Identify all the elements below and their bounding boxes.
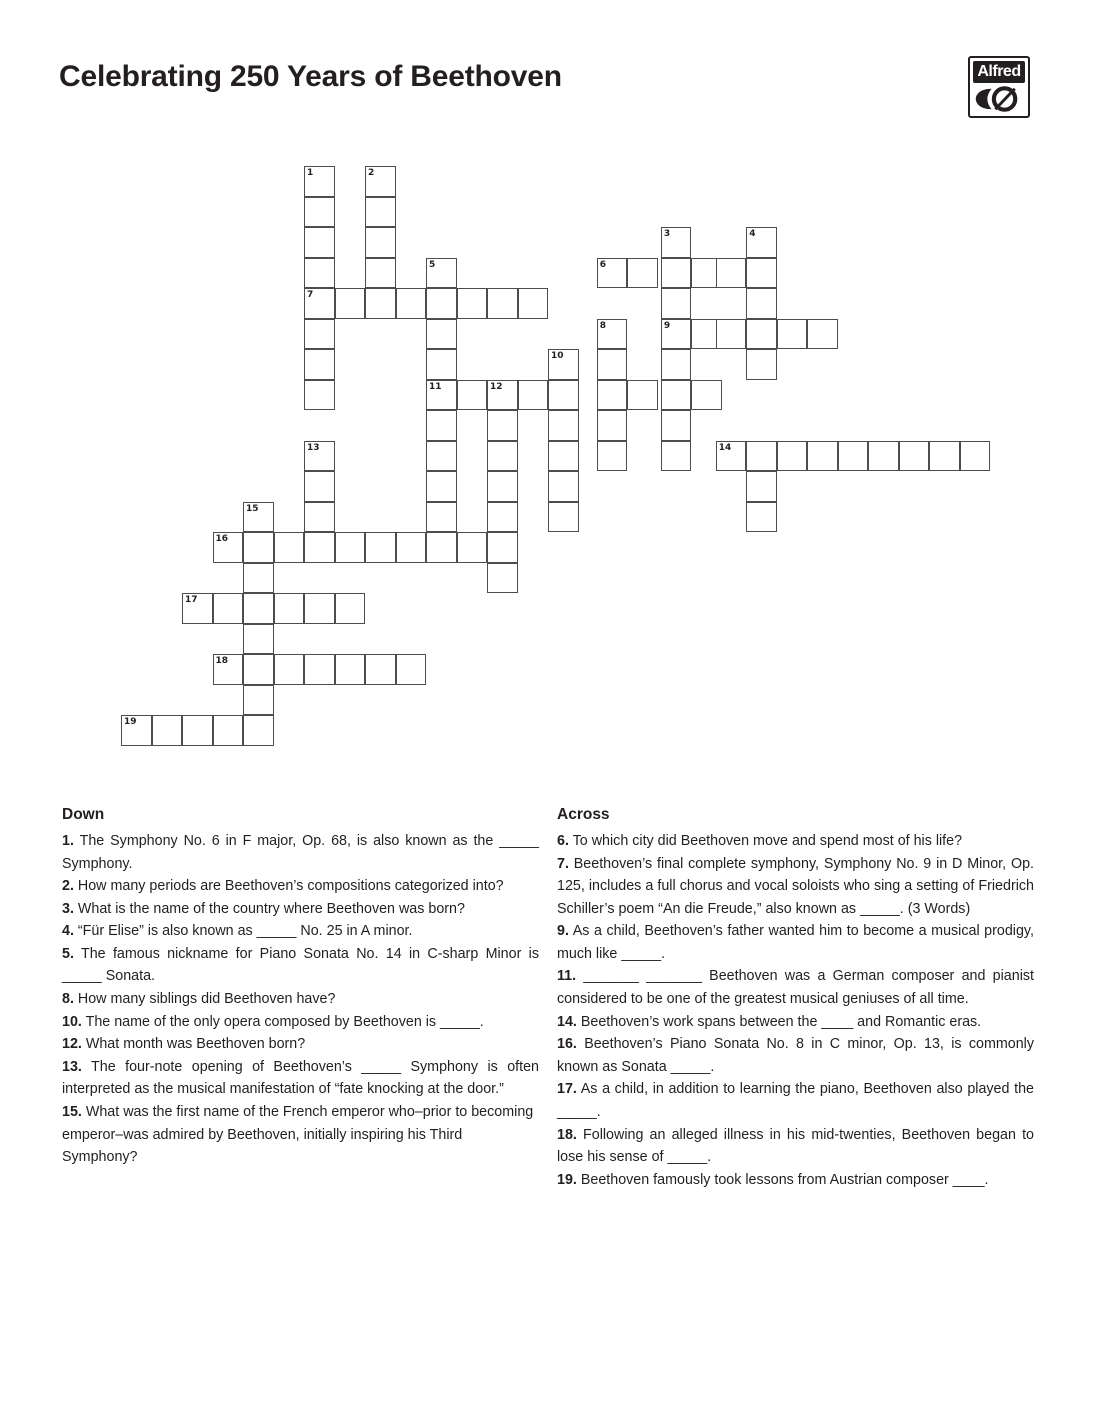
crossword-cell[interactable] bbox=[487, 502, 518, 533]
crossword-cell-numbered-19[interactable] bbox=[121, 715, 152, 746]
clue-number: 1. bbox=[62, 833, 74, 849]
crossword-cell[interactable] bbox=[396, 288, 427, 319]
clue-number: 16. bbox=[557, 1036, 577, 1053]
crossword-cell[interactable] bbox=[304, 532, 335, 563]
across-heading: Across bbox=[557, 806, 610, 823]
crossword-cell[interactable] bbox=[746, 288, 777, 319]
clue-number: 12. bbox=[62, 1036, 82, 1053]
crossword-cell[interactable] bbox=[243, 624, 274, 655]
crossword-cell[interactable] bbox=[426, 349, 457, 380]
clue-number: 3. bbox=[62, 900, 74, 917]
clue-number: 10. bbox=[62, 1013, 82, 1030]
cell-number: 5 bbox=[429, 259, 436, 270]
cell-number: 17 bbox=[185, 595, 198, 605]
clue-number: 7. bbox=[557, 855, 569, 872]
crossword-cell-numbered-10[interactable] bbox=[548, 349, 579, 380]
crossword-cell[interactable] bbox=[457, 288, 488, 319]
crossword-cell-numbered-7[interactable] bbox=[304, 288, 335, 319]
crossword-cell[interactable] bbox=[304, 593, 335, 624]
crossword-cell[interactable] bbox=[365, 654, 396, 685]
clue-across-6: 6. To which city did Beethoven move and spend most of his life? bbox=[557, 833, 963, 849]
crossword-cell[interactable] bbox=[243, 593, 274, 624]
crossword-cell[interactable] bbox=[487, 532, 518, 563]
crossword-cell[interactable] bbox=[691, 380, 722, 411]
clue-across-7: 7. Beethoven’s final complete symphony, Symphony No. 9 in D Minor, Op. 125, includes a full chorus and vocal soloists who sing a setting of Friedrich Schiller’s poem “An die Freude,” also known as _____. (3 Words) bbox=[557, 855, 1034, 917]
crossword-cell[interactable] bbox=[426, 288, 457, 319]
crossword-cell[interactable] bbox=[746, 441, 777, 472]
crossword-cell[interactable] bbox=[243, 563, 274, 594]
clue-down-4: 4. “Für Elise” is also known as _____ No. 25 in A minor. bbox=[62, 923, 413, 940]
cell-number: 10 bbox=[551, 351, 564, 361]
clue-number: 13. bbox=[62, 1058, 82, 1075]
across-clue-list bbox=[557, 830, 1034, 1191]
crossword-cell[interactable] bbox=[838, 441, 869, 472]
crossword-cell-numbered-13[interactable] bbox=[304, 441, 335, 472]
clue-number: 8. bbox=[62, 991, 74, 1008]
crossword-cell[interactable] bbox=[274, 593, 305, 624]
crossword-cell[interactable] bbox=[335, 288, 366, 319]
crossword-cell[interactable] bbox=[597, 441, 628, 472]
crossword-cell[interactable] bbox=[396, 654, 427, 685]
crossword-cell[interactable] bbox=[661, 349, 692, 380]
crossword-cell-numbered-8[interactable] bbox=[597, 319, 628, 350]
cell-number: 9 bbox=[663, 320, 671, 331]
crossword-cell[interactable] bbox=[274, 532, 305, 563]
crossword-cell[interactable] bbox=[396, 532, 427, 563]
crossword-cell[interactable] bbox=[960, 441, 991, 472]
crossword-cell[interactable] bbox=[487, 441, 518, 472]
crossword-cell[interactable] bbox=[304, 654, 335, 685]
logo-wordmark: Alfred bbox=[973, 61, 1025, 83]
crossword-cell[interactable] bbox=[304, 258, 335, 289]
crossword-cell[interactable] bbox=[746, 258, 777, 289]
cell-number: 1 bbox=[307, 168, 314, 178]
clue-down-2: 2. How many periods are Beethoven’s compositions categorized into? bbox=[62, 878, 504, 895]
crossword-cell[interactable] bbox=[304, 227, 335, 258]
crossword-cell[interactable] bbox=[182, 715, 213, 746]
crossword-cell[interactable] bbox=[335, 654, 366, 685]
crossword-cell[interactable] bbox=[304, 349, 335, 380]
crossword-cell[interactable] bbox=[304, 502, 335, 533]
crossword-cell[interactable] bbox=[548, 471, 579, 502]
crossword-cell[interactable] bbox=[597, 349, 628, 380]
crossword-cell[interactable] bbox=[807, 441, 838, 472]
clue-across-11: 11. _______ _______ Beethoven was a German composer and pianist considered to be one of the greatest musical geniuses of all time. bbox=[557, 968, 1034, 1008]
crossword-cell[interactable] bbox=[548, 380, 579, 411]
crossword-cell[interactable] bbox=[661, 441, 692, 472]
clue-number: 15. bbox=[62, 1103, 82, 1120]
crossword-cell-numbered-12[interactable] bbox=[487, 380, 518, 411]
crossword-cell[interactable] bbox=[487, 471, 518, 502]
crossword-cell[interactable] bbox=[426, 502, 457, 533]
crossword-cell[interactable] bbox=[365, 532, 396, 563]
crossword-cell[interactable] bbox=[304, 319, 335, 350]
crossword-cell[interactable] bbox=[426, 532, 457, 563]
crossword-cell-numbered-3[interactable] bbox=[661, 227, 692, 258]
crossword-cell[interactable] bbox=[746, 502, 777, 533]
crossword-cell-numbered-17[interactable] bbox=[182, 593, 213, 624]
clue-down-10: 10. The name of the only opera composed by Beethoven is _____. bbox=[62, 1013, 484, 1030]
crossword-cell[interactable] bbox=[457, 380, 488, 411]
cell-number: 14 bbox=[718, 442, 732, 453]
clue-across-17: 17. As a child, in addition to learning the piano, Beethoven also played the _____. bbox=[557, 1081, 1034, 1120]
crossword-cell[interactable] bbox=[304, 471, 335, 502]
crossword-cell[interactable] bbox=[426, 471, 457, 502]
clue-down-1: 1. The Symphony No. 6 in F major, Op. 68, is also known as the _____ Symphony. bbox=[62, 833, 539, 872]
cell-number: 16 bbox=[215, 534, 229, 544]
clue-number: 4. bbox=[62, 923, 74, 940]
crossword-cell[interactable] bbox=[899, 441, 930, 472]
crossword-cell[interactable] bbox=[426, 441, 457, 472]
cell-number: 2 bbox=[368, 168, 375, 178]
clue-across-18: 18. Following an alleged illness in his mid-twenties, Beethoven began to lose his sense of _____. bbox=[557, 1126, 1034, 1166]
cell-number: 3 bbox=[663, 229, 671, 239]
crossword-cell[interactable] bbox=[548, 410, 579, 441]
crossword-cell[interactable] bbox=[597, 410, 628, 441]
crossword-cell-numbered-5[interactable] bbox=[426, 258, 457, 289]
clue-down-5: 5. The famous nickname for Piano Sonata No. 14 in C-sharp Minor is _____ Sonata. bbox=[62, 945, 539, 985]
clue-number: 9. bbox=[557, 923, 569, 940]
crossword-cell[interactable] bbox=[807, 319, 838, 350]
clue-down-8: 8. How many siblings did Beethoven have? bbox=[62, 991, 336, 1008]
cell-number: 13 bbox=[307, 442, 320, 453]
crossword-cell[interactable] bbox=[365, 197, 396, 228]
crossword-cell[interactable] bbox=[365, 258, 396, 289]
cell-number: 8 bbox=[599, 320, 607, 331]
crossword-cell-numbered-4[interactable] bbox=[746, 227, 777, 258]
crossword-cell-numbered-16[interactable] bbox=[213, 532, 244, 563]
crossword-cell-numbered-2[interactable] bbox=[365, 166, 396, 197]
crossword-cell[interactable] bbox=[457, 532, 488, 563]
clue-number: 18. bbox=[557, 1126, 577, 1143]
crossword-cell[interactable] bbox=[661, 288, 692, 319]
crossword-cell[interactable] bbox=[518, 380, 549, 411]
crossword-cell-numbered-9[interactable] bbox=[661, 319, 692, 350]
crossword-cell-numbered-6[interactable] bbox=[597, 258, 628, 289]
crossword-cell[interactable] bbox=[518, 288, 549, 319]
down-clues-column bbox=[62, 806, 539, 1169]
page-title: Celebrating 250 Years of Beethoven bbox=[59, 60, 562, 93]
crossword-cell[interactable] bbox=[426, 410, 457, 441]
crossword-cell[interactable] bbox=[548, 502, 579, 533]
crossword-cell[interactable] bbox=[548, 441, 579, 472]
down-clue-list bbox=[62, 830, 539, 1169]
crossword-cell-numbered-14[interactable] bbox=[716, 441, 747, 472]
crossword-cell[interactable] bbox=[213, 715, 244, 746]
crossword-cell[interactable] bbox=[213, 593, 244, 624]
crossword-cell-numbered-1[interactable] bbox=[304, 166, 335, 197]
clue-down-15: 15. What was the first name of the French emperor who–prior to becoming emperor–was admired by Beethoven, initially inspiring his Third Symphony? bbox=[62, 1103, 534, 1166]
crossword-cell-numbered-15[interactable] bbox=[243, 502, 274, 533]
crossword-cell[interactable] bbox=[365, 288, 396, 319]
down-heading: Down bbox=[62, 806, 105, 823]
crossword-cell[interactable] bbox=[627, 380, 658, 411]
crossword-cell[interactable] bbox=[746, 319, 777, 350]
crossword-cell[interactable] bbox=[152, 715, 183, 746]
crossword-cell[interactable] bbox=[746, 349, 777, 380]
crossword-cell[interactable] bbox=[487, 410, 518, 441]
crossword-cell[interactable] bbox=[627, 258, 658, 289]
crossword-cell[interactable] bbox=[274, 654, 305, 685]
cell-number: 11 bbox=[429, 381, 442, 392]
clue-number: 11. bbox=[557, 968, 577, 985]
clue-across-14: 14. Beethoven’s work spans between the ____ and Romantic eras. bbox=[557, 1013, 982, 1030]
crossword-cell[interactable] bbox=[335, 532, 366, 563]
crossword-cell[interactable] bbox=[243, 654, 274, 685]
crossword-cell[interactable] bbox=[335, 593, 366, 624]
clue-down-12: 12. What month was Beethoven born? bbox=[62, 1036, 306, 1053]
clue-number: 14. bbox=[557, 1013, 577, 1030]
crossword-cell[interactable] bbox=[243, 715, 274, 746]
cell-number: 19 bbox=[124, 717, 137, 727]
crossword-cell-numbered-11[interactable] bbox=[426, 380, 457, 411]
cell-number: 4 bbox=[749, 229, 756, 239]
crossword-cell[interactable] bbox=[716, 319, 747, 350]
crossword-cell[interactable] bbox=[243, 532, 274, 563]
crossword-cell[interactable] bbox=[426, 319, 457, 350]
clue-down-13: 13. The four-note opening of Beethoven’s _____ Symphony is often interpreted as the musical manifestation of “fate knocking at the door.” bbox=[62, 1058, 539, 1098]
crossword-cell[interactable] bbox=[929, 441, 960, 472]
crossword-cell[interactable] bbox=[365, 227, 396, 258]
cell-number: 7 bbox=[307, 290, 314, 300]
crossword-cell[interactable] bbox=[868, 441, 899, 472]
crossword-cell[interactable] bbox=[487, 288, 518, 319]
crossword-cell[interactable] bbox=[487, 563, 518, 594]
clue-down-3: 3. What is the name of the country where Beethoven was born? bbox=[62, 900, 465, 917]
clue-across-9: 9. As a child, Beethoven’s father wanted him to become a musical prodigy, much like _____. bbox=[557, 923, 1034, 962]
clue-number: 2. bbox=[62, 878, 74, 895]
cell-number: 12 bbox=[490, 381, 503, 392]
crossword-cell[interactable] bbox=[777, 441, 808, 472]
across-clues-column bbox=[557, 806, 1034, 1191]
crossword-cell[interactable] bbox=[777, 319, 808, 350]
crossword-cell[interactable] bbox=[661, 380, 692, 411]
crossword-cell[interactable] bbox=[304, 380, 335, 411]
cell-number: 18 bbox=[215, 656, 229, 666]
crossword-cell[interactable] bbox=[661, 410, 692, 441]
clue-across-16: 16. Beethoven’s Piano Sonata No. 8 in C minor, Op. 13, is commonly known as Sonata _____. bbox=[557, 1036, 1034, 1075]
crossword-cell[interactable] bbox=[597, 380, 628, 411]
cell-number: 6 bbox=[599, 259, 607, 270]
clue-number: 6. bbox=[557, 833, 569, 849]
crossword-cell[interactable] bbox=[746, 471, 777, 502]
crossword-cell[interactable] bbox=[716, 258, 747, 289]
clue-across-19: 19. Beethoven famously took lessons from Austrian composer ____. bbox=[557, 1171, 989, 1188]
clue-number: 17. bbox=[557, 1081, 577, 1098]
crossword-cell[interactable] bbox=[661, 258, 692, 289]
clue-number: 19. bbox=[557, 1171, 577, 1188]
clue-number: 5. bbox=[62, 945, 74, 962]
crossword-cell-numbered-18[interactable] bbox=[213, 654, 244, 685]
cell-number: 15 bbox=[246, 503, 259, 514]
crossword-cell[interactable] bbox=[304, 197, 335, 228]
crossword-cell[interactable] bbox=[243, 685, 274, 716]
